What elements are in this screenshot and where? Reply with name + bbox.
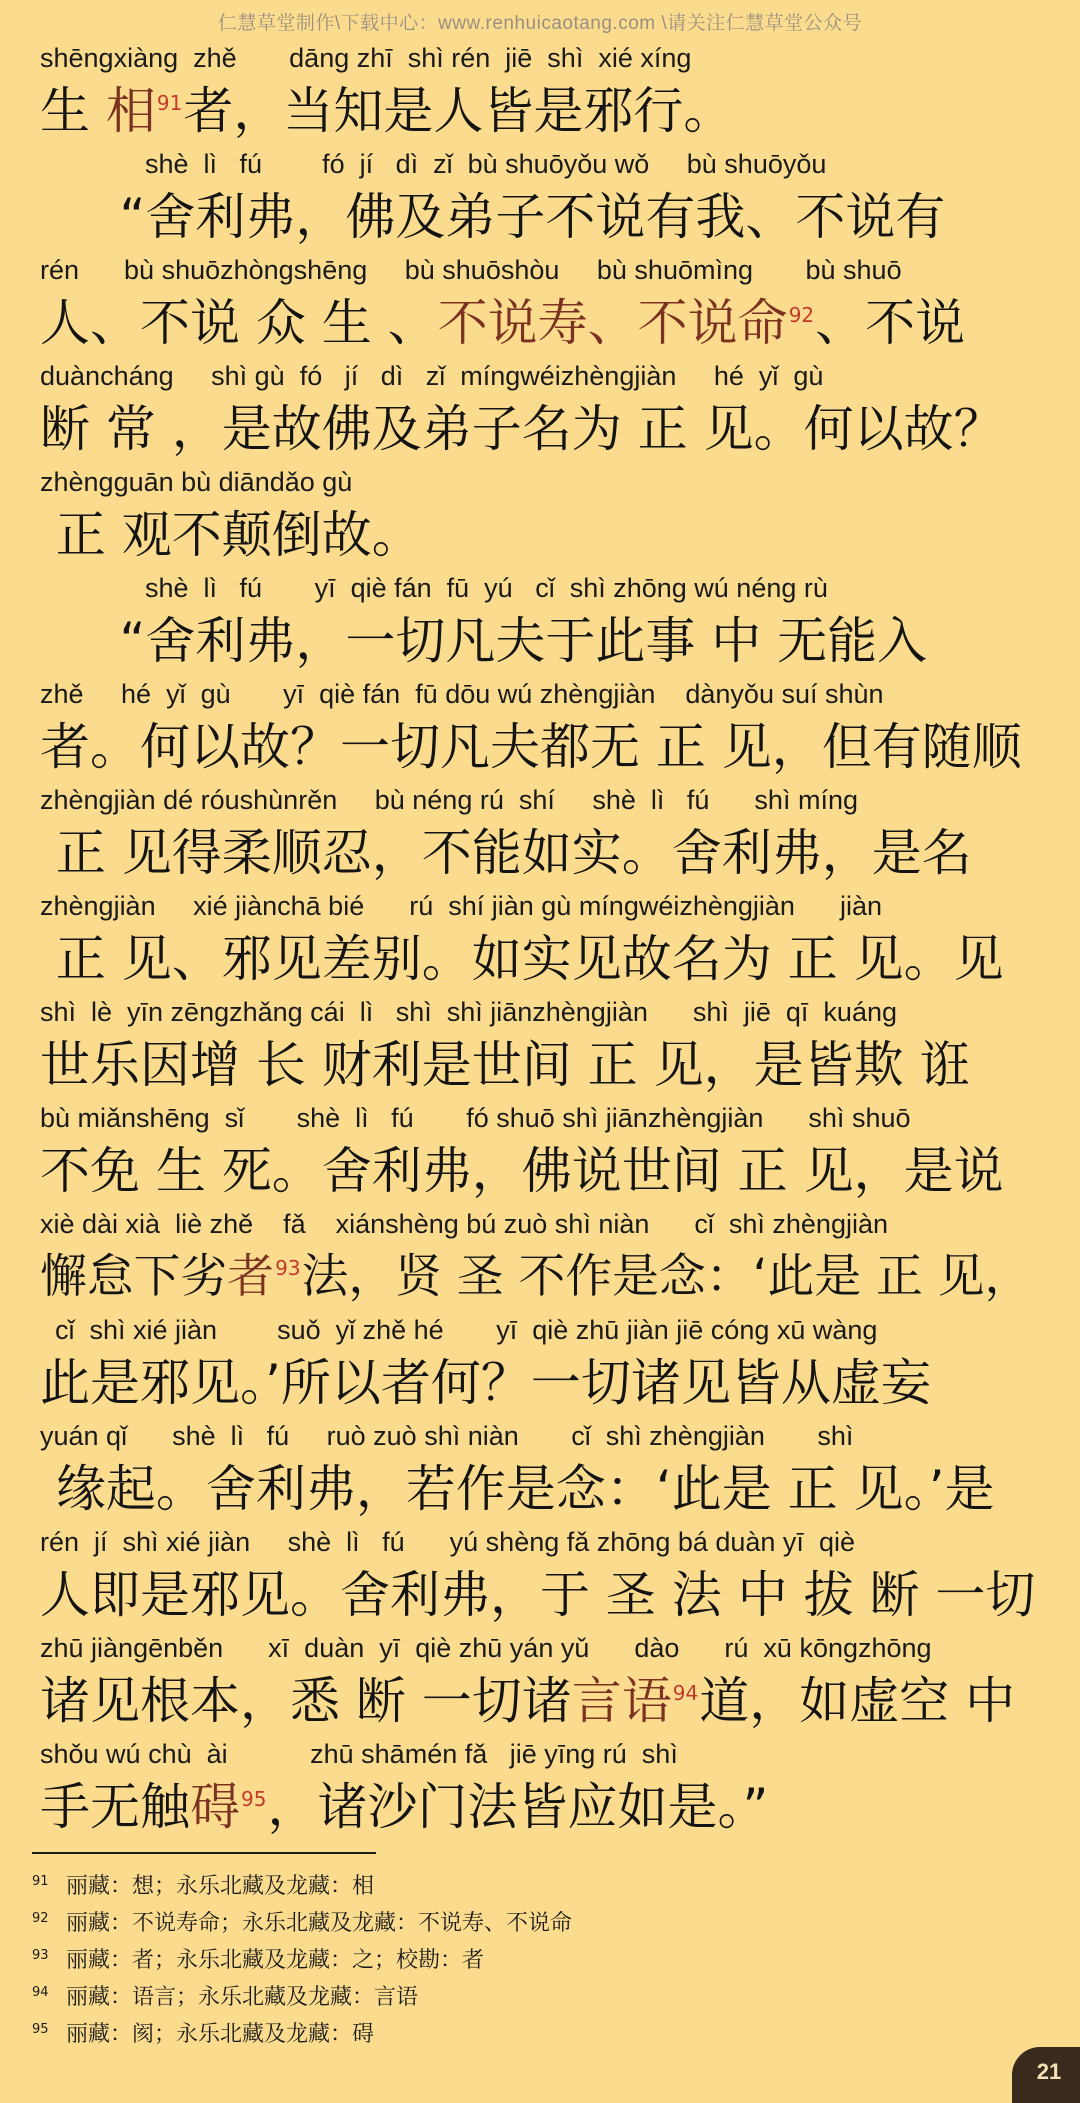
- variant-reading: 碍: [190, 1778, 240, 1836]
- hanzi-segment: 正 观不颠倒故。: [40, 506, 422, 564]
- footnote-item: 94 丽藏：语言；永乐北藏及龙藏：言语: [32, 1984, 419, 2010]
- text-line: [40, 1098, 1050, 1204]
- text-line: [40, 1522, 1050, 1628]
- footnote-marker: 94: [672, 1681, 699, 1706]
- footnote-text: 丽藏：想；永乐北藏及龙藏：相: [66, 1874, 375, 1899]
- hanzi-segment: 者，当知是人皆是邪行。: [183, 82, 734, 140]
- pinyin-line: shè lì fú yī qiè fán fū yú cǐ shì zhōng wú néng rù: [40, 573, 828, 603]
- text-line: [40, 1734, 1050, 1840]
- text-line: [40, 1416, 1050, 1522]
- hanzi-segment: 缘起。舍利弗，若作是念：‘此是 正 见。’是: [40, 1460, 995, 1518]
- hanzi-line: [40, 608, 1050, 674]
- hanzi-line: [40, 396, 1050, 462]
- hanzi-segment: 正 见、邪见差别。如实见故名为 正 见。见: [40, 930, 1004, 988]
- pinyin-line: zhèngguān bù diāndǎo gù: [40, 467, 353, 497]
- hanzi-segment: 生: [40, 82, 106, 140]
- variant-reading: 者: [227, 1250, 275, 1304]
- pinyin-line: xiè dài xià liè zhě fǎ xiánshèng bú zuò shì niàn cǐ shì zhèngjiàn: [40, 1209, 888, 1239]
- hanzi-line: [40, 714, 1050, 780]
- text-line: [40, 38, 1050, 144]
- text-line: [40, 356, 1050, 462]
- hanzi-segment: 者。何以故？一切凡夫都无 正 见，但有随顺: [40, 718, 1022, 776]
- variant-reading: 不说寿、不说命: [437, 294, 788, 352]
- text-line: [40, 462, 1050, 568]
- hanzi-segment: 诸见根本，悉 断 一切诸: [40, 1672, 572, 1730]
- hanzi-segment: 手无触: [40, 1778, 190, 1836]
- scripture-body: [40, 38, 1050, 1840]
- text-line: [40, 250, 1050, 356]
- hanzi-line: [40, 1350, 1050, 1416]
- hanzi-line: [40, 78, 1050, 144]
- hanzi-line: [40, 1562, 1050, 1628]
- pinyin-line: shè lì fú fó jí dì zǐ bù shuōyǒu wǒ bù shuōyǒu: [40, 149, 827, 179]
- footnote-item: 92 丽藏：不说寿命；永乐北藏及龙藏：不说寿、不说命: [32, 1910, 573, 1936]
- text-line: [40, 144, 1050, 250]
- hanzi-segment: 人、不说 众 生 、: [40, 294, 438, 352]
- pinyin-line: bù miǎnshēng sǐ shè lì fú fó shuō shì jiānzhèngjiàn shì shuō: [40, 1103, 911, 1133]
- pinyin-line: duànchánɡ shì gù fó jí dì zǐ míngwéizhèngjiàn hé yǐ gù: [40, 361, 824, 391]
- page-header: 仁慧草堂制作\下载中心：www.renhuicaotang.com \请关注仁慧草堂公众号: [217, 13, 863, 34]
- pinyin-line: zhū jiàngēnběn xī duàn yī qiè zhū yán yǔ dào rú xū kōngzhōng: [40, 1633, 932, 1663]
- pinyin-line: shǒu wú chù ài zhū shāmén fǎ jiē yīng rú shì: [40, 1739, 678, 1769]
- footnote-text: 丽藏：者；永乐北藏及龙藏：之；校勘：者: [66, 1948, 485, 1973]
- hanzi-line: [40, 1668, 1050, 1734]
- text-line: [40, 1310, 1050, 1416]
- pinyin-line: shēngxiàng zhě dāng zhī shì rén jiē shì xié xíng: [40, 43, 692, 73]
- pinyin-line: yuán qǐ shè lì fú ruò zuò shì niàn cǐ shì zhèngjiàn shì: [40, 1421, 854, 1451]
- hanzi-segment: 懈怠下劣: [40, 1250, 228, 1304]
- hanzi-line: [40, 502, 1050, 568]
- pinyin-line: cǐ shì xié jiàn suǒ yǐ zhě hé yī qiè zhū jiàn jiē cóng xū wàng: [40, 1315, 878, 1345]
- pinyin-line: rén jí shì xié jiàn shè lì fú yú shèng fǎ zhōng bá duàn yī qiè: [40, 1527, 855, 1557]
- hanzi-line: [40, 1456, 1050, 1522]
- pinyin-line: zhě hé yǐ gù yī qiè fán fū dōu wú zhèngjiàn dànyǒu suí shùn: [40, 679, 884, 709]
- pinyin-line: zhèngjiàn xié jiànchā bié rú shí jiàn gù míngwéizhèngjiàn jiàn: [40, 891, 882, 921]
- hanzi-segment: 、不说: [815, 294, 966, 352]
- hanzi-line: [40, 1138, 1050, 1204]
- footnote-item: 95 丽藏：阂；永乐北藏及龙藏：碍: [32, 2021, 375, 2047]
- footnotes: [32, 1868, 932, 2053]
- hanzi-segment: 人即是邪见。舍利弗，于 圣 法 中 拔 断 一切: [40, 1566, 1036, 1624]
- pinyin-line: zhèngjiàn dé róushùnrěn bù néng rú shí shè lì fú shì míng: [40, 785, 858, 815]
- hanzi-line: [40, 290, 1050, 356]
- text-line: [40, 674, 1050, 780]
- hanzi-line: [40, 184, 1050, 250]
- variant-reading: 相: [105, 82, 156, 140]
- footnote-divider: [32, 1852, 376, 1854]
- footnote-marker: 93: [275, 1256, 301, 1281]
- footnote-item: 93 丽藏：者；永乐北藏及龙藏：之；校勘：者: [32, 1947, 485, 1973]
- page-number-badge: 21: [1012, 2047, 1080, 2103]
- hanzi-segment: 不免 生 死。舍利弗，佛说世间 正 见，是说: [40, 1142, 1004, 1200]
- hanzi-line: [40, 1032, 1050, 1098]
- text-line: [40, 1628, 1050, 1734]
- footnote-text: 丽藏：语言；永乐北藏及龙藏：言语: [66, 1985, 419, 2010]
- hanzi-line: [40, 820, 1050, 886]
- pinyin-line: shì lè yīn zēngzhǎng cái lì shì shì jiānzhèngjiàn shì jiē qī kuáng: [40, 997, 897, 1027]
- hanzi-segment: 断 常 ，是故佛及弟子名为 正 见。何以故？: [40, 400, 1004, 458]
- text-line: [40, 992, 1050, 1098]
- hanzi-segment: ，诸沙门法皆应如是。”: [267, 1778, 769, 1836]
- pinyin-line: rén bù shuōzhòngshēng bù shuōshòu bù shuōmìng bù shuō: [40, 255, 902, 285]
- text-line: [40, 780, 1050, 886]
- footnote-marker: 91: [156, 91, 183, 116]
- hanzi-segment: 正 见得柔顺忍，不能如实。舍利弗，是名: [40, 824, 972, 882]
- hanzi-segment: 法，贤 圣 不作是念：‘此是 正 见，: [301, 1250, 1032, 1304]
- hanzi-segment: 道，如虚空 中: [699, 1672, 1016, 1730]
- text-line: [40, 1204, 1050, 1310]
- hanzi-line: [40, 1774, 1050, 1840]
- text-line: [40, 886, 1050, 992]
- hanzi-segment: 世乐因增 长 财利是世间 正 见，是皆欺 诳: [40, 1036, 970, 1094]
- footnote-text: 丽藏：不说寿命；永乐北藏及龙藏：不说寿、不说命: [66, 1911, 573, 1936]
- hanzi-line: [40, 926, 1050, 992]
- variant-reading: 言语: [571, 1672, 672, 1730]
- hanzi-segment: “舍利弗，佛及弟子不说有我、不说有: [40, 188, 946, 246]
- hanzi-line: [40, 1244, 1050, 1310]
- footnote-marker: 92: [788, 303, 815, 328]
- hanzi-segment: 此是邪见。’所以者何？一切诸见皆从虚妄: [40, 1354, 931, 1412]
- footnote-text: 丽藏：阂；永乐北藏及龙藏：碍: [66, 2022, 375, 2047]
- text-line: [40, 568, 1050, 674]
- footnote-item: 91 丽藏：想；永乐北藏及龙藏：相: [32, 1873, 375, 1899]
- hanzi-segment: “舍利弗，一切凡夫于此事 中 无能入: [40, 612, 928, 670]
- footnote-marker: 95: [241, 1787, 267, 1812]
